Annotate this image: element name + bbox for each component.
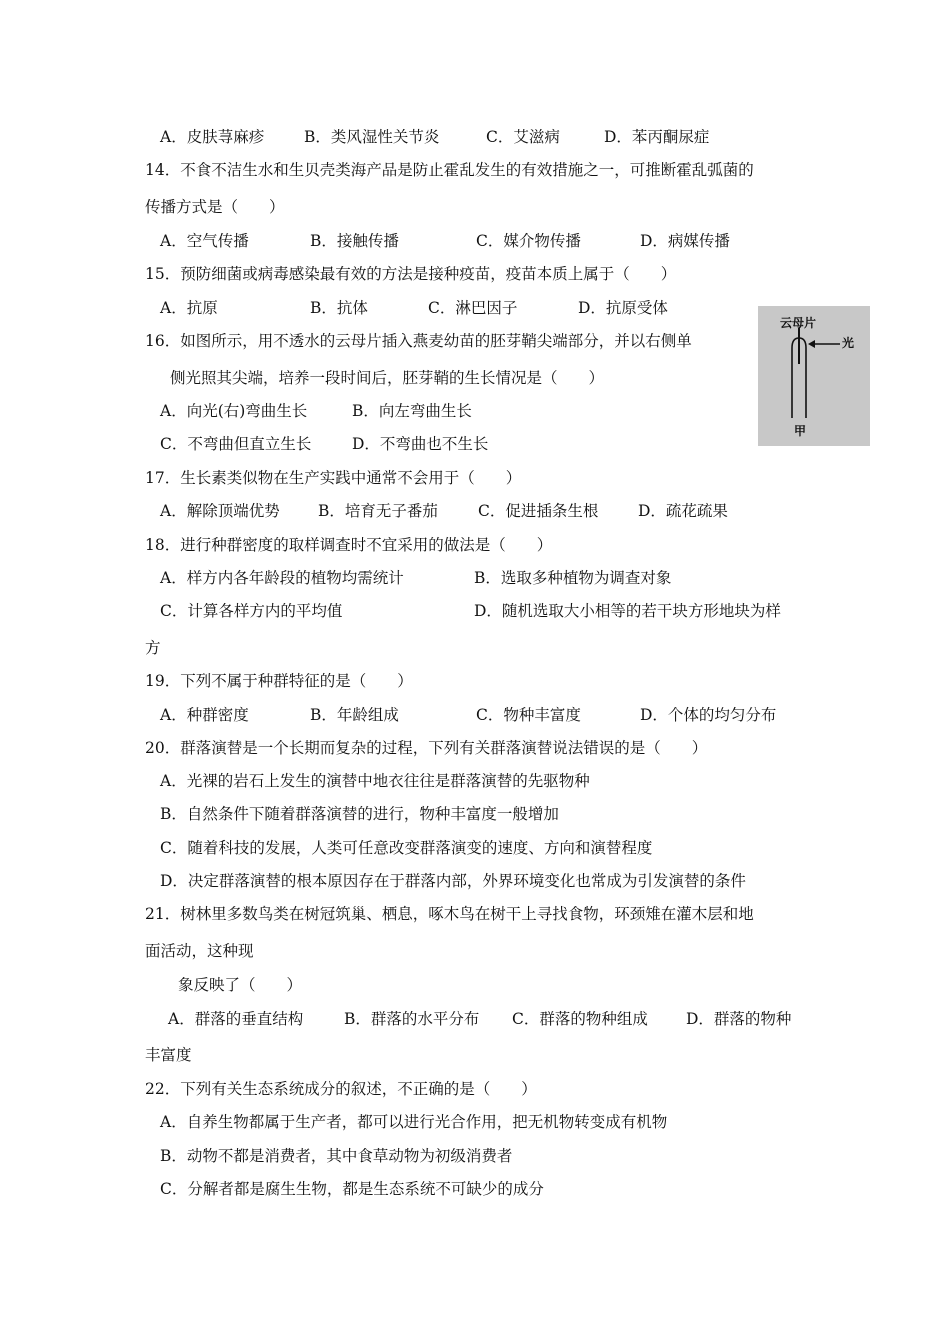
q18-option-d-continued: 方 (145, 639, 161, 657)
q21-option-a: A．群落的垂直结构 (168, 1010, 304, 1028)
q21-option-d: D．群落的物种 (686, 1010, 792, 1028)
q15-option-a: A．抗原 (160, 299, 218, 317)
q17-option-b: B．培育无子番茄 (318, 502, 438, 520)
q18-option-d: D．随机选取大小相等的若干块方形地块为样 (474, 602, 781, 620)
q21-option-b: B．群落的水平分布 (344, 1010, 480, 1028)
q21-stem-line2: 面活动，这种现 (145, 942, 254, 960)
q20-option-b: B．自然条件下随着群落演替的进行，物种丰富度一般增加 (160, 805, 559, 823)
q16-stem-line1: 16．如图所示，用不透水的云母片插入燕麦幼苗的胚芽鞘尖端部分，并以右侧单 (145, 332, 692, 350)
q19-option-a: A．种群密度 (160, 706, 249, 724)
q17-stem: 17．生长素类似物在生产实践中通常不会用于（ ） (145, 469, 522, 487)
coleoptile-drawing (758, 306, 870, 446)
q15-option-c: C．淋巴因子 (428, 299, 518, 317)
q22-stem: 22．下列有关生态系统成分的叙述，不正确的是（ ） (145, 1080, 537, 1098)
light-arrow-head (808, 340, 815, 348)
q17-option-d: D．疏花疏果 (638, 502, 728, 520)
q14-stem-line1: 14．不食不洁生水和生贝壳类海产品是防止霍乱发生的有效措施之一，可推断霍乱弧菌的 (145, 161, 754, 179)
q14-stem-line2: 传播方式是（ ） (145, 198, 285, 216)
q20-stem: 20．群落演替是一个长期而复杂的过程，下列有关群落演替说法错误的是（ ） (145, 739, 708, 757)
q18-option-b: B．选取多种植物为调查对象 (474, 569, 672, 587)
q21-option-d-continued: 丰富度 (145, 1046, 192, 1064)
q13-option-b: B．类风湿性关节炎 (304, 128, 440, 146)
q14-option-c: C．媒介物传播 (476, 232, 581, 250)
q17-option-c: C．促进插条生根 (478, 502, 599, 520)
q20-option-d: D．决定群落演替的根本原因存在于群落内部，外界环境变化也常成为引发演替的条件 (160, 872, 746, 890)
figure-label-jia: 甲 (794, 424, 807, 438)
q14-option-b: B．接触传播 (310, 232, 399, 250)
q22-option-c: C．分解者都是腐生生物，都是生态系统不可缺少的成分 (160, 1180, 544, 1198)
q13-option-a: A．皮肤荨麻疹 (160, 128, 265, 146)
q16-option-a: A．向光(右)弯曲生长 (160, 402, 308, 420)
figure-label-light: 光 (842, 336, 855, 350)
q18-option-c: C．计算各样方内的平均值 (160, 602, 343, 620)
q18-stem: 18．进行种群密度的取样调查时不宜采用的做法是（ ） (145, 536, 553, 554)
q21-stem-line1: 21．树林里多数鸟类在树冠筑巢、栖息，啄木鸟在树干上寻找食物，环颈雉在灌木层和地 (145, 905, 754, 923)
q20-option-c: C．随着科技的发展，人类可任意改变群落演变的速度、方向和演替程度 (160, 839, 653, 857)
q19-option-b: B．年龄组成 (310, 706, 399, 724)
q15-option-b: B．抗体 (310, 299, 368, 317)
q16-option-c: C．不弯曲但直立生长 (160, 435, 312, 453)
q19-stem: 19．下列不属于种群特征的是（ ） (145, 672, 413, 690)
q16-stem-line2: 侧光照其尖端，培养一段时间后，胚芽鞘的生长情况是（ ） (170, 369, 605, 387)
q22-option-a: A．自养生物都属于生产者，都可以进行光合作用，把无机物转变成有机物 (160, 1113, 668, 1131)
q13-option-c: C．艾滋病 (486, 128, 560, 146)
q14-option-d: D．病媒传播 (640, 232, 730, 250)
q19-option-c: C．物种丰富度 (476, 706, 581, 724)
q17-option-a: A．解除顶端优势 (160, 502, 280, 520)
q15-stem: 15．预防细菌或病毒感染最有效的方法是接种疫苗，疫苗本质上属于（ ） (145, 265, 677, 283)
q14-option-a: A．空气传播 (160, 232, 249, 250)
q21-stem-line3: 象反映了（ ） (178, 976, 303, 994)
q16-option-d: D．不弯曲也不生长 (352, 435, 489, 453)
q22-option-b: B．动物不都是消费者，其中食草动物为初级消费者 (160, 1147, 513, 1165)
q21-option-c: C．群落的物种组成 (512, 1010, 648, 1028)
q19-option-d: D．个体的均匀分布 (640, 706, 777, 724)
q16-option-b: B．向左弯曲生长 (352, 402, 472, 420)
coleoptile-figure (758, 306, 870, 446)
q13-option-d: D．苯丙酮尿症 (604, 128, 710, 146)
q18-option-a: A．样方内各年龄段的植物均需统计 (160, 569, 404, 587)
q15-option-d: D．抗原受体 (578, 299, 668, 317)
figure-label-mica: 云母片 (780, 316, 817, 330)
q20-option-a: A．光裸的岩石上发生的演替中地衣往往是群落演替的先驱物种 (160, 772, 590, 790)
